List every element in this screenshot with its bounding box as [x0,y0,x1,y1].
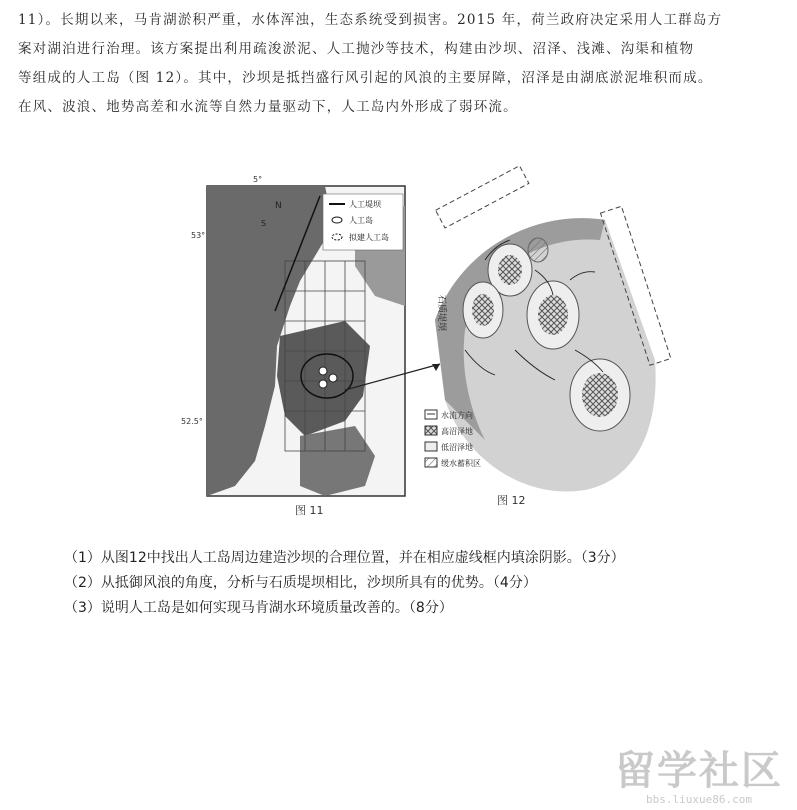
lat-label-bottom: 52.5° [181,417,203,426]
legend-planned-label: 拟建人工岛 [349,233,389,242]
question-item: （1）从图12中找出人工岛周边建造沙坝的合理位置，并在相应虚线框内填涂阴影。（3分） [64,550,625,566]
figure-11-caption: 图 11 [295,504,324,517]
stone-dike-label: 石质堤坝 [436,295,446,332]
legend-island-label: 人工岛 [349,216,373,225]
legend-high-marsh-label: 高沼泽地 [441,427,473,436]
lon-label: 5° [253,175,263,184]
paragraph-line: 等组成的人工岛（图 12）。其中，沙坝是抵挡盛行风引起的风浪的主要屏障，沼泽是由湖底淤泥堆积而成。 [18,70,713,86]
paragraph-line: 11）。长期以来，马肯湖淤积严重，水体浑浊，生态系统受到损害。2015 年，荷兰政府决定采用人工群岛方 [18,12,723,28]
watermark-url: bbs.liuxue86.com [646,793,752,806]
figure-12-diagram [425,200,675,510]
question-item: （2）从抵御风浪的角度，分析与石质堤坝相比，沙坝所具有的优势。（4分） [64,575,537,591]
paragraph-line: 案对湖泊进行治理。该方案提出利用疏浚淤泥、人工抛沙等技术，构建由沙坝、沼泽、浅滩、沟渠和植物 [18,41,695,57]
legend-low-marsh-label: 低沼泽地 [441,443,473,452]
legend-flow-label: 水流方向 [441,411,473,420]
question-item: （3）说明人工岛是如何实现马肯湖水环境质量改善的。（8分） [64,600,453,616]
map-legend [323,194,403,250]
legend-slack-water-label: 缓水蓄积区 [441,459,481,468]
figure-12-caption: 图 12 [497,494,526,507]
map-letter-s: S [261,219,267,228]
map-letter-n: N [275,201,282,211]
legend-dike-label: 人工堤坝 [349,200,381,209]
site-watermark [615,749,783,806]
intro-paragraph [18,6,780,122]
lat-label-top: 53° [191,231,206,240]
paragraph-line: 在风、波浪、地势高差和水流等自然力量驱动下，人工岛内外形成了弱环流。 [18,99,518,115]
watermark-title: 留学社区 [615,748,783,794]
question-list [64,546,625,621]
figure-11-map [181,175,435,517]
sandbar-box-top [436,166,529,228]
